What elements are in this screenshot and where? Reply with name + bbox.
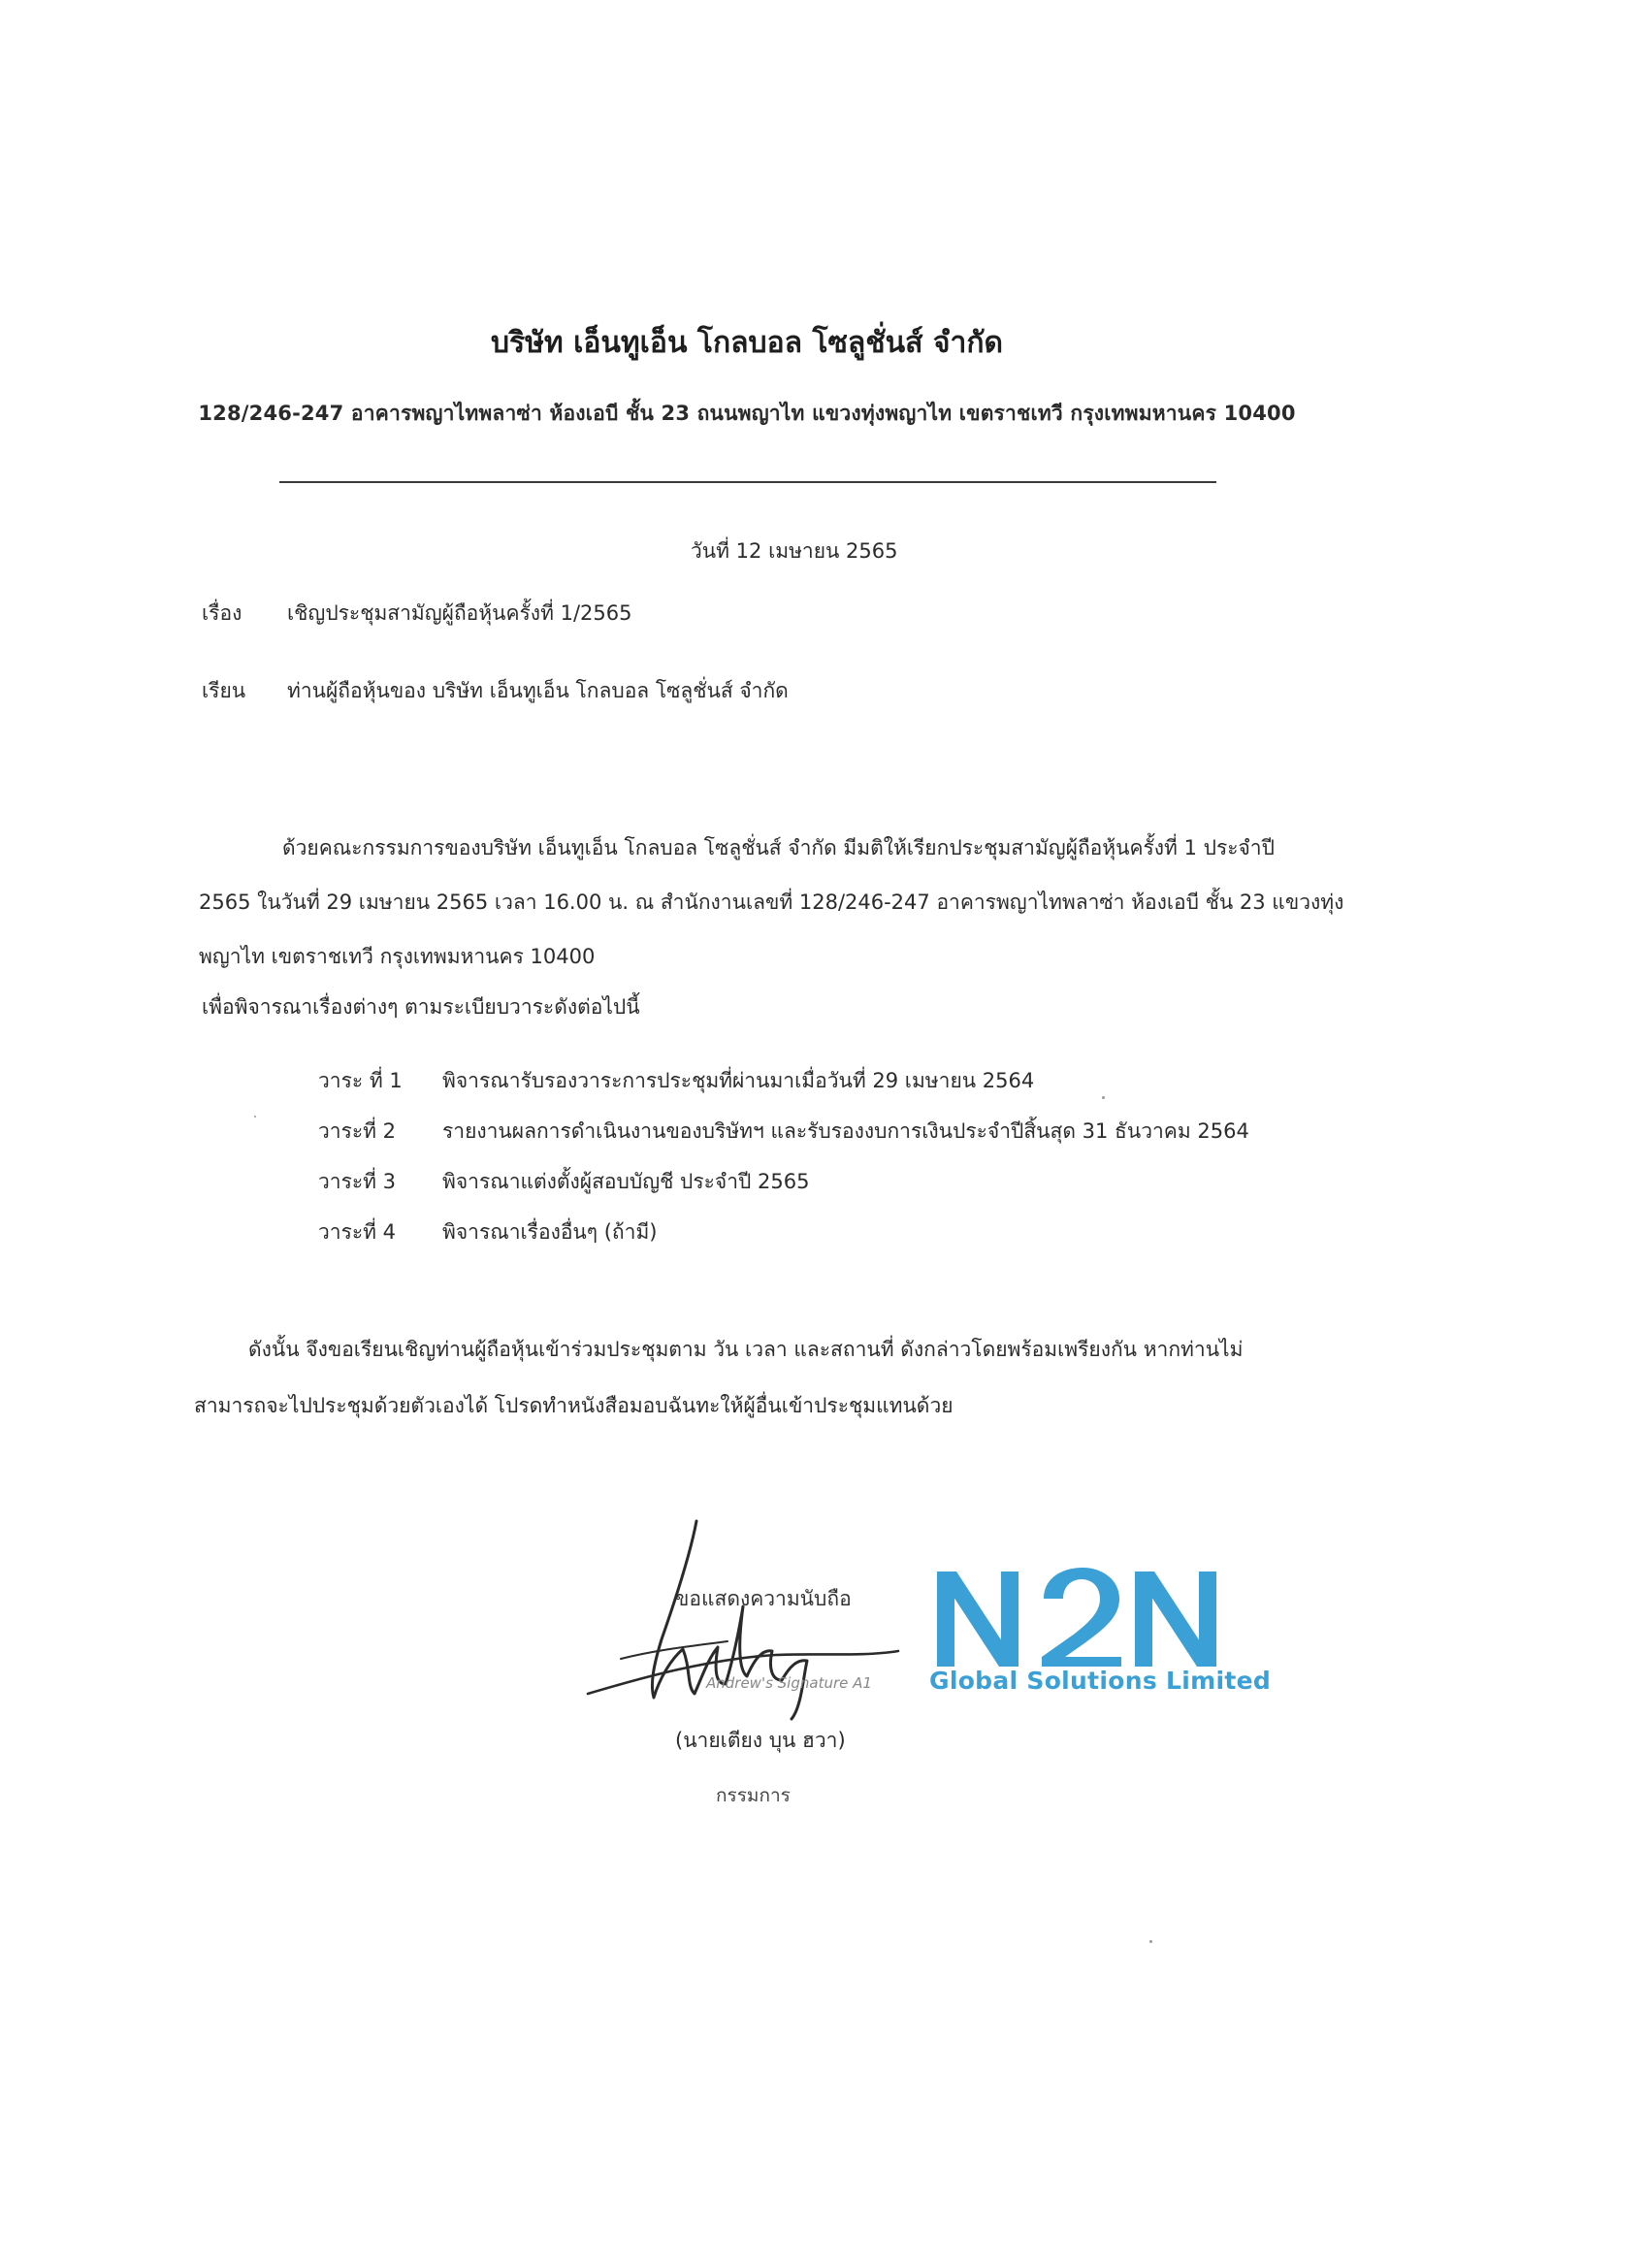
subject-label: เรื่อง [202, 601, 242, 625]
signature-caption: Andrew's Signature A1 [706, 1674, 872, 1692]
agenda-text: พิจารณาแต่งตั้งผู้สอบบัญชี ประจำปี 2565 [442, 1170, 810, 1193]
agenda-item [318, 1116, 1249, 1166]
subject-value: เชิญประชุมสามัญผู้ถือหุ้นครั้งที่ 1/2565 [287, 601, 632, 625]
header-divider [279, 481, 1216, 483]
signer-name: (นายเตียง บุน ฮวา) [675, 1729, 846, 1752]
scan-speck [1102, 1096, 1105, 1099]
agenda-number: วาระ ที่ 1 [318, 1069, 403, 1092]
agenda-item [318, 1216, 1249, 1267]
salutation-value: ท่านผู้ถือหุ้นของ บริษัท เอ็นทูเอ็น โกลบอล โซลูชั่นส์ จำกัด [287, 679, 789, 702]
body-paragraph [199, 821, 1344, 984]
agenda-item [318, 1065, 1249, 1116]
signer-position: กรรมการ [716, 1785, 791, 1806]
agenda-number: วาระที่ 3 [318, 1170, 397, 1193]
handwritten-signature [582, 1513, 902, 1727]
agenda-text: รายงานผลการดำเนินงานของบริษัทฯ และรับรองงบการเงินประจำปีสิ้นสุด 31 ธันวาคม 2564 [442, 1119, 1249, 1143]
closing-line: ดังนั้น จึงขอเรียนเชิญท่านผู้ถือหุ้นเข้าร่วมประชุมตาม วัน เวลา และสถานที่ ดังกล่าวโดยพร้อมเพรียงกัน หากท่านไม่ [248, 1338, 1244, 1361]
agenda-list [318, 1065, 1249, 1267]
regards-text: ขอแสดงความนับถือ [675, 1587, 852, 1610]
company-name: บริษัท เอ็นทูเอ็น โกลบอล โซลูชั่นส์ จำกัด [490, 326, 1004, 360]
company-address: 128/246-247 อาคารพญาไทพลาซ่า ห้องเอบี ชั้น 23 ถนนพญาไท แขวงทุ่งพญาไท เขตราชเทวี กรุงเทพมหานคร 10400 [198, 402, 1296, 425]
body-line: 2565 ในวันที่ 29 เมษายน 2565 เวลา 16.00 น. ณ สำนักงานเลขที่ 128/246-247 อาคารพญาไทพลาซ่า ห้องเอบี ชั้น 23 แขวงทุ่ง [199, 891, 1344, 914]
agenda-text: พิจารณาเรื่องอื่นๆ (ถ้ามี) [442, 1220, 658, 1244]
scan-speck [1149, 1940, 1152, 1943]
scan-speck [254, 1116, 256, 1118]
body-line: พญาไท เขตราชเทวี กรุงเทพมหานคร 10400 [199, 945, 596, 968]
agenda-item [318, 1166, 1249, 1216]
body-line: ด้วยคณะกรรมการของบริษัท เอ็นทูเอ็น โกลบอล โซลูชั่นส์ จำกัด มีมติให้เรียกประชุมสามัญผู้ถือหุ้นครั้งที่ 1 ประจำปี [282, 836, 1275, 859]
agenda-number: วาระที่ 2 [318, 1119, 397, 1143]
closing-line: สามารถจะไปประชุมด้วยตัวเองได้ โปรดทำหนังสือมอบฉันทะให้ผู้อื่นเข้าประชุมแทนด้วย [194, 1394, 954, 1417]
agenda-text: พิจารณารับรองวาระการประชุมที่ผ่านมาเมื่อวันที่ 29 เมษายน 2564 [442, 1069, 1035, 1092]
logo-subtitle: Global Solutions Limited [929, 1667, 1272, 1695]
closing-paragraph [194, 1321, 1300, 1434]
letter-date: วันที่ 12 เมษายน 2565 [691, 539, 898, 563]
agenda-number: วาระที่ 4 [318, 1220, 397, 1244]
agenda-intro: เพื่อพิจารณาเรื่องต่างๆ ตามระเบียบวาระดังต่อไปนี้ [202, 995, 640, 1019]
salutation-label: เรียน [202, 679, 246, 702]
